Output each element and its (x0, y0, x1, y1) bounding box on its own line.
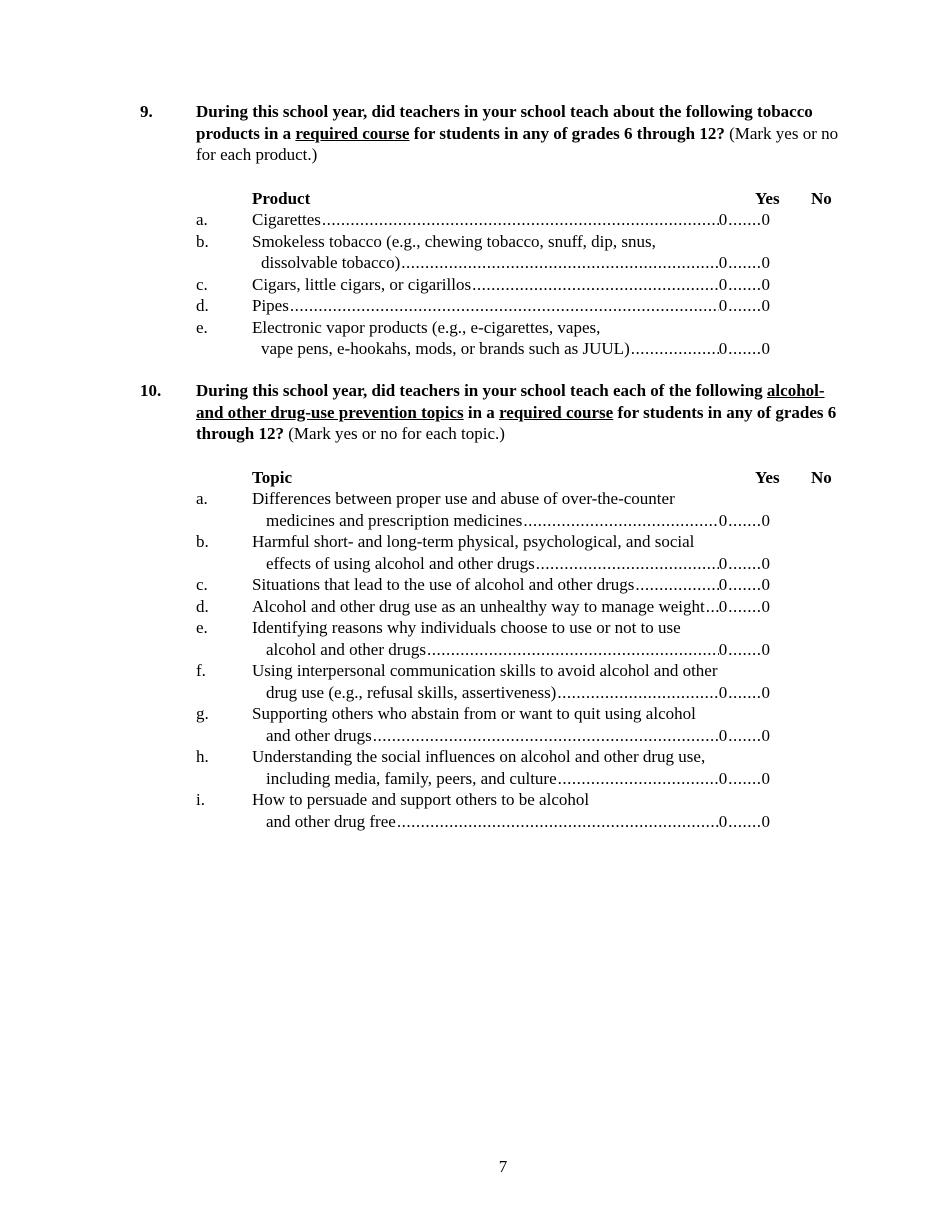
item-text: Cigars, little cigars, or cigarillos (252, 274, 472, 294)
question-instruction: (Mark yes or no for each topic.) (288, 424, 505, 443)
item-letter: h. (196, 747, 209, 766)
item-text: medicines and prescription medicines (266, 510, 523, 530)
yes-option[interactable]: 0 (718, 339, 728, 358)
question-10 (140, 380, 850, 832)
table-row (196, 295, 850, 317)
item-letter: b. (196, 532, 209, 551)
yes-option[interactable]: 0 (718, 596, 728, 616)
item-text: Situations that lead to the use of alcohol and other drugs (252, 575, 635, 594)
yes-option[interactable]: 0 (718, 210, 728, 229)
item-text: effects of using alcohol and other drugs (266, 553, 535, 573)
item-letter: c. (196, 575, 208, 594)
item-text: drug use (e.g., refusal skills, assertiveness) (266, 682, 557, 702)
dot-leader (706, 596, 719, 618)
dot-leader (536, 553, 719, 575)
dot-leader: ....... (728, 682, 762, 702)
item-text: Smokeless tobacco (e.g., chewing tobacco, snuff, dip, snus, (252, 231, 656, 251)
item-text: and other drug free (266, 811, 396, 831)
no-option[interactable]: 0 (761, 575, 770, 594)
item-text: dissolvable tobacco) (261, 253, 401, 272)
dot-leader (373, 725, 719, 747)
item-text: Alcohol and other drug use as an unhealthy way to manage weight (252, 596, 705, 616)
item-letter: i. (196, 790, 205, 809)
question-9 (140, 101, 850, 360)
yes-option[interactable]: 0 (718, 639, 728, 659)
item-letter: d. (196, 596, 209, 616)
dot-leader (635, 574, 718, 596)
dot-leader (401, 252, 718, 274)
no-option[interactable]: 0 (761, 274, 770, 294)
table-header (196, 467, 850, 489)
item-text: Pipes (252, 296, 289, 315)
dot-leader (290, 295, 719, 317)
no-option[interactable]: 0 (761, 768, 770, 788)
item-text: How to persuade and support others to be alcohol (252, 790, 590, 809)
question-number: 9. (140, 102, 153, 121)
item-letter: c. (196, 274, 208, 294)
table-row (196, 596, 850, 618)
item-text: Identifying reasons why individuals choose to use or not to use (252, 618, 681, 637)
item-letter: e. (196, 317, 208, 337)
dot-leader: ....... (728, 296, 762, 315)
item-text: Electronic vapor products (e.g., e-cigarettes, vapes, (252, 317, 601, 337)
no-option[interactable]: 0 (761, 339, 770, 358)
dot-leader: ....... (728, 575, 762, 594)
item-text: alcohol and other drugs (266, 639, 427, 659)
table-body (196, 209, 850, 360)
no-option[interactable]: 0 (761, 811, 770, 831)
yes-option[interactable]: 0 (718, 510, 728, 530)
dot-leader: ....... (728, 553, 762, 573)
dot-leader: ....... (728, 596, 762, 616)
dot-leader (427, 639, 719, 661)
item-text: including media, family, peers, and culture (266, 768, 557, 788)
column-header-yes: Yes (755, 188, 780, 208)
no-option[interactable]: 0 (761, 596, 770, 616)
dot-leader: ....... (728, 274, 762, 294)
item-text: Understanding the social influences on alcohol and other drug use, (252, 747, 706, 766)
table-row (196, 703, 850, 746)
yes-option[interactable]: 0 (718, 768, 728, 788)
dot-leader (558, 768, 719, 790)
question-instruction: (Mark yes or no for each product.) (196, 123, 839, 164)
no-option[interactable]: 0 (761, 210, 770, 229)
dot-leader (322, 209, 719, 231)
dot-leader: ....... (728, 725, 762, 745)
product-table (196, 188, 850, 360)
no-option[interactable]: 0 (761, 682, 770, 702)
item-letter: d. (196, 296, 209, 315)
dot-leader: ....... (728, 768, 762, 788)
dot-leader: ....... (728, 510, 762, 530)
yes-option[interactable]: 0 (718, 253, 728, 272)
dot-leader (472, 274, 719, 296)
no-option[interactable]: 0 (761, 639, 770, 659)
table-row (196, 746, 850, 789)
yes-option[interactable]: 0 (718, 296, 728, 315)
table-row (196, 531, 850, 574)
question-text: During this school year, did teachers in your school teach each of the following alcohol- and other drug-use prevention topics in a required course for students in any of grades 6 through 12? (Mark yes or no for each topic.) (196, 381, 837, 443)
yes-option[interactable]: 0 (718, 274, 728, 294)
table-row (196, 231, 850, 274)
table-row (196, 789, 850, 832)
dot-leader (557, 682, 718, 704)
column-header-no: No (811, 188, 832, 208)
table-row (196, 274, 850, 296)
item-letter: b. (196, 231, 209, 251)
table-row (196, 574, 850, 596)
item-text: Cigarettes (252, 210, 321, 229)
no-option[interactable]: 0 (761, 725, 770, 745)
topic-table (196, 467, 850, 833)
item-text: Differences between proper use and abuse of over-the-counter (252, 489, 675, 508)
yes-option[interactable]: 0 (718, 811, 728, 831)
yes-option[interactable]: 0 (718, 575, 728, 594)
no-option[interactable]: 0 (761, 296, 770, 315)
item-text: and other drugs (266, 725, 372, 745)
page-number: 7 (498, 1157, 508, 1176)
item-text: Supporting others who abstain from or want to quit using alcohol (252, 704, 696, 723)
column-header-topic: Topic (252, 467, 293, 487)
dot-leader: ....... (728, 811, 762, 831)
item-letter: f. (196, 661, 206, 680)
dot-leader (631, 338, 719, 360)
table-row (196, 660, 850, 703)
column-header-product: Product (252, 188, 311, 208)
question-number: 10. (140, 381, 162, 400)
table-body (196, 488, 850, 832)
item-text: Harmful short- and long-term physical, psychological, and social (252, 532, 695, 551)
no-option[interactable]: 0 (761, 253, 770, 272)
no-option[interactable]: 0 (761, 510, 770, 530)
dot-leader: ....... (728, 253, 762, 272)
item-letter: a. (196, 489, 208, 508)
item-letter: a. (196, 210, 208, 229)
column-header-yes: Yes (755, 467, 780, 487)
question-text: During this school year, did teachers in your school teach about the following tobacco products in a required course for students in any of grades 6 through 12? (Mark yes or no for each product.) (196, 102, 839, 164)
yes-option[interactable]: 0 (718, 725, 728, 745)
table-row (196, 488, 850, 531)
item-letter: e. (196, 618, 208, 637)
item-text: Using interpersonal communication skills to avoid alcohol and other (252, 661, 718, 680)
dot-leader (397, 811, 719, 833)
table-row (196, 617, 850, 660)
no-option[interactable]: 0 (761, 553, 770, 573)
table-row (196, 209, 850, 231)
dot-leader: ....... (728, 210, 762, 229)
table-row (196, 317, 850, 360)
item-text: vape pens, e-hookahs, mods, or brands such as JUUL) (261, 339, 630, 358)
table-header (196, 188, 850, 210)
column-header-no: No (811, 467, 832, 487)
yes-option[interactable]: 0 (718, 553, 728, 573)
dot-leader: ....... (728, 639, 762, 659)
dot-leader: ....... (728, 339, 762, 358)
dot-leader (523, 510, 718, 532)
yes-option[interactable]: 0 (718, 682, 728, 702)
item-letter: g. (196, 704, 209, 723)
